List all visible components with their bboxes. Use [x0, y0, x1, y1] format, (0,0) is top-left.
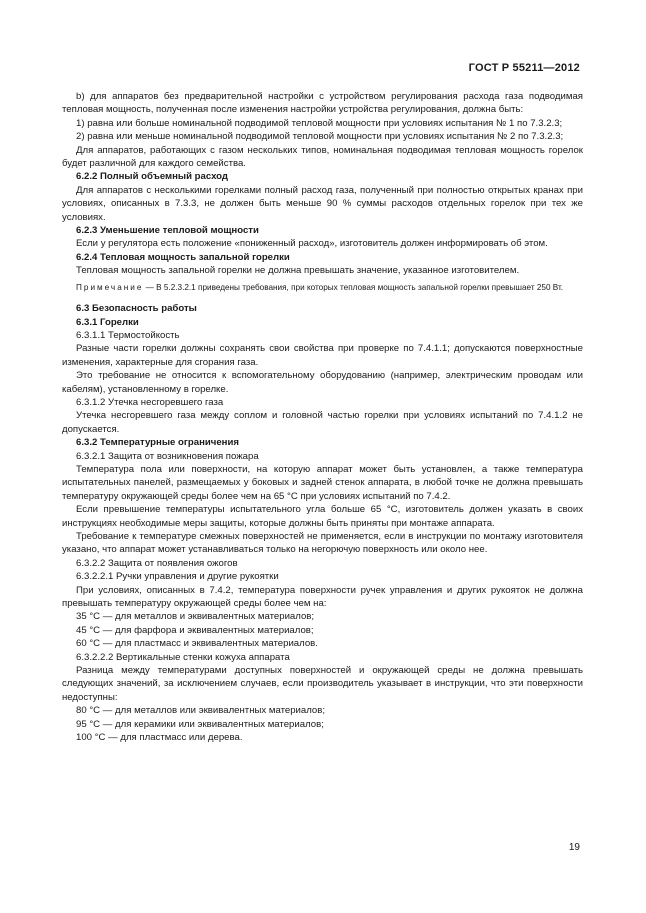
paragraph: При условиях, описанных в 7.4.2, температура поверхности ручек управления и других рукояток не должна превышать температуру окружающей среды более чем на: [62, 584, 583, 610]
paragraph: Разница между температурами доступных поверхностей и окружающей среды не должна превышать следующих значений, за исключением случаев, если производитель указывает в инструкции, что эти поверхности недоступны: [62, 665, 583, 703]
paragraph: Если у регулятора есть положение «пониженный расход», изготовитель должен информировать об этом. [76, 238, 548, 250]
section-heading: 6.2.2 Полный объемный расход [76, 171, 229, 183]
page-number: 19 [568, 842, 580, 853]
paragraph: 1) равна или больше номинальной подводимой тепловой мощности при условиях испытания № 1 по 7.3.2.3; [76, 117, 563, 129]
note-text: — В 5.2.3.2.1 приведены требования, при которых тепловая мощность запальной горелки превышает 250 Вт. [145, 282, 564, 292]
subsection-title: 6.3.1.1 Термостойкость [76, 329, 180, 341]
paragraph: Утечка несгоревшего газа между соплом и головной частью горелки при условиях испытаний по 7.4.1.2 не допускается. [62, 410, 583, 435]
paragraph: 2) равна или меньше номинальной подводимой тепловой мощности при условиях испытания № 2 по 7.3.2.3; [76, 131, 564, 143]
paragraph: Это требование не относится к вспомогательному оборудованию (например, электрическим проводам или кабелям), установленному в горелке. [62, 370, 583, 395]
note [62, 282, 583, 293]
note-label: Примечание [76, 282, 144, 292]
document-body [62, 90, 583, 745]
list-item: 95 °С — для керамики или эквивалентных материалов; [76, 718, 324, 730]
paragraph: Разные части горелки должны сохранять свои свойства при проверке по 7.4.1.1; допускаются поверхностные изменения, характерные для сгорания газа. [62, 343, 583, 368]
paragraph: Требование к температуре смежных поверхностей не применяется, если в инструкции по монтажу изготовителя указано, что аппарат может устанавливаться только на негорючую поверхность или около нее. [62, 531, 583, 556]
subsection-title: 6.3.1.2 Утечка несгоревшего газа [76, 396, 224, 408]
section-heading: 6.2.4 Тепловая мощность запальной горелки [76, 251, 290, 263]
subsection-title: 6.3.2.2 Защита от появления ожогов [76, 557, 238, 569]
list-item: 100 °С — для пластмасс или дерева. [76, 732, 243, 744]
section-heading: 6.3.2 Температурные ограничения [76, 437, 239, 449]
paragraph: Для аппаратов, работающих с газом нескольких типов, номинальная подводимая тепловая мощность горелок будет различной для каждого семейства. [62, 144, 583, 170]
list-item: 60 °С — для пластмасс и эквивалентных материалов. [76, 638, 318, 650]
section-heading: 6.3 Безопасность работы [76, 303, 197, 315]
paragraph: Тепловая мощность запальной горелки не должна превышать значение, указанное изготовителем. [76, 265, 520, 277]
document-header: ГОСТ Р 55211—2012 [468, 62, 580, 74]
section-heading: 6.3.1 Горелки [76, 316, 139, 328]
list-item: 80 °С — для металлов или эквивалентных материалов; [76, 705, 326, 717]
subsection-title: 6.3.2.2.1 Ручки управления и другие рукоятки [76, 571, 279, 583]
list-item: 45 °С — для фарфора и эквивалентных материалов; [76, 624, 314, 636]
subsection-title: 6.3.2.1 Защита от возникновения пожара [76, 450, 259, 462]
paragraph: Для аппаратов с несколькими горелками полный расход газа, полученный при полностью открытых кранах при условиях, описанных в 7.3.3, не должен быть меньше 90 % суммы расходов отдельных горелок при тех же условиях. [62, 184, 583, 223]
paragraph: b) для аппаратов без предварительной настройки с устройством регулирования расхода газа подводимая тепловая мощность, полученная после изменения настройки устройства регулирования, должна быть: [62, 91, 583, 116]
section-heading: 6.2.3 Уменьшение тепловой мощности [76, 225, 259, 237]
paragraph: Если превышение температуры испытательного угла больше 65 °С, изготовитель должен указать в своих инструкциях необходимые меры защиты, которые должны быть приняты при монтаже аппарата. [62, 504, 583, 529]
paragraph: Температура пола или поверхности, на которую аппарат может быть установлен, а также температура испытательных панелей, размещаемых у боковых и задней стенок аппарата, в любой точке не должна превышать температуру окружающей среды более чем на 65 °С при условиях испытаний по 7.4.2. [62, 463, 583, 502]
subsection-title: 6.3.2.2.2 Вертикальные стенки кожуха аппарата [76, 651, 290, 663]
list-item: 35 °С — для металлов и эквивалентных материалов; [76, 611, 315, 623]
